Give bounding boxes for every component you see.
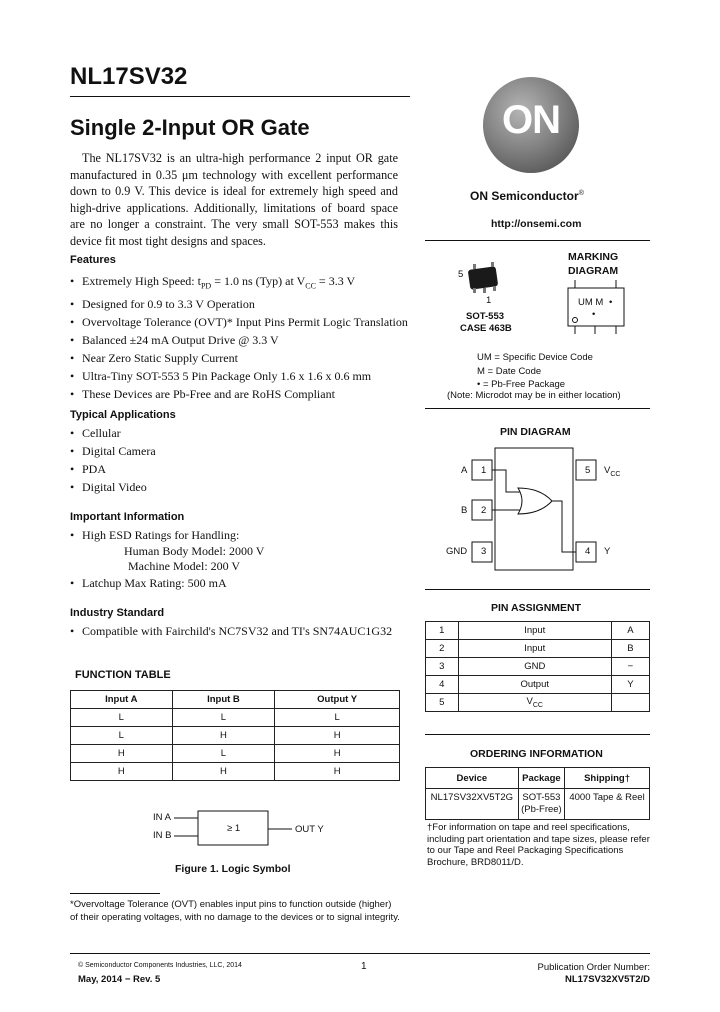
application-item: • Digital Camera [70,444,156,458]
table-cell: H [275,745,400,763]
important-list [70,526,264,592]
document-title: Single 2-Input OR Gate [70,115,310,140]
logo-text: ON [502,98,560,142]
url-rule [425,240,650,241]
feature-item: • Near Zero Static Supply Current [70,351,238,366]
feature-text: Extremely High Speed: $t_{PD} = 1.0$ ns (Typ) at $V_{CC} = 3.3$ V [82,274,356,291]
pin-label-a: A [461,465,468,476]
table-header-row [426,768,650,789]
package-case: CASE 463B [460,323,512,334]
package-cell: SOT-553 (Pb-Free) [518,789,564,820]
table-cell: L [172,709,275,727]
important-subitem: Machine Model: 200 V [128,559,241,573]
pin-diagram-heading: PIN DIAGRAM [500,426,571,438]
package-pin1: 1 [486,295,492,306]
pin-number-2: 2 [481,505,487,516]
intro-paragraph: The NL17SV32 is an ultra-high performance 2 input OR gate manufactured in 0.35 μm technology with excellent performance down to 0.9 V. This device is ideal for extremely high speed and high-drive applications. Additionally, limitations of board space are no longer a constraint. The very small SOT-553 makes this device fit most tight designs and spaces. [70,151,398,248]
pin-label-y: Y [604,546,611,557]
column-header: Package [518,768,564,789]
table-row [71,727,400,745]
pin-5-function: $V_{CC}$ [458,694,611,712]
company-name: ON Semiconductor® [470,189,584,203]
table-cell: H [172,763,275,781]
device-cell: NL17SV32XV5T2G [426,789,519,820]
pin-number-4: 4 [585,546,591,557]
pin-label-gnd: GND [446,546,468,557]
company-url[interactable]: http://onsemi.com [491,218,582,230]
table-row [71,763,400,781]
applications-heading: Typical Applications [70,409,176,421]
application-item: • Cellular [70,426,121,440]
table-cell: H [172,727,275,745]
application-item: • PDA [70,462,107,476]
table-row [71,709,400,727]
table-cell: H [275,727,400,745]
pin-assignment-heading: PIN ASSIGNMENT [491,602,582,614]
ordering-note: †For information on tape and reel specifications, including part orientation and tape sizes, please refer to our Tape and Reel Packaging Specifications Brochure, BRD8011/D. [427,822,650,868]
package-lead [483,288,486,293]
footnote-rule [70,893,160,894]
title-rule [70,96,410,97]
page-number: 1 [361,961,367,972]
table-row [426,789,650,820]
application-item: • Digital Video [70,480,147,494]
important-item: • High ESD Ratings for Handling: [70,528,240,542]
footnote: *Overvoltage Tolerance (OVT) enables input pins to function outside (higher) of their operating voltages, with no damage to the devices or to signal integrity. [70,899,400,923]
publication-label: Publication Order Number: [537,962,650,973]
marking-legend: UM = Specific Device Code M = Date Code • = Pb-Free Package [477,352,593,390]
column-header: Shipping† [565,768,650,789]
publication-number: NL17SV32XV5T2/D [564,974,650,985]
feature-item: • Designed for 0.9 to 3.3 V Operation [70,297,255,312]
marking-code: UM M [578,297,604,308]
table-row: 2 Input B [426,640,650,658]
figure-caption: Figure 1. Logic Symbol [175,863,291,875]
footer-rule [70,953,650,954]
feature-item: • Ultra-Tiny SOT-553 5 Pin Package Only 1.6 x 1.6 x 0.6 mm [70,369,372,384]
part-number: NL17SV32 [70,63,188,90]
pin-number-1: 1 [481,465,487,476]
ordering-table [425,767,650,820]
package-image [465,262,505,294]
table-row: 3 GND − [426,658,650,676]
features-list [70,272,408,403]
package-pin5: 5 [458,269,464,280]
industry-heading: Industry Standard [70,607,165,619]
features-heading: Features [70,254,116,266]
pin-assignment-rule [425,734,650,735]
pin-label-vcc: $V_{CC}$ [604,465,621,478]
function-table-heading: FUNCTION TABLE [75,669,171,681]
table-row [71,745,400,763]
input-a-label: IN A [153,812,171,823]
table-cell: L [275,709,400,727]
industry-item: • Compatible with Fairchild's NC7SV32 and TI's SN74AUC1G32 [70,624,393,638]
table-row: 5 $V_{CC}$ [426,694,650,712]
input-b-label: IN B [153,830,172,841]
marking-note: (Note: Microdot may be in either location) [447,390,621,401]
feature-item: • Overvoltage Tolerance (OVT)* Input Pins Permit Logic Translation [70,315,408,330]
important-item: • Latchup Max Rating: 500 mA [70,576,227,590]
output-label: OUT Y [295,824,324,835]
pin-label-b: B [461,505,468,516]
gate-symbol: ≥ 1 [227,823,241,834]
pin-number-3: 3 [481,546,487,557]
package-lead [473,264,476,269]
feature-item: • These Devices are Pb-Free and are RoHS Compliant [70,387,335,402]
marking-dot-2: • [592,309,596,320]
package-name: SOT-553 [466,311,505,322]
important-heading: Important Information [70,511,185,523]
function-table [70,690,400,781]
table-cell: H [71,763,173,781]
important-subitem: Human Body Model: 2000 V [124,544,265,558]
table-cell: L [71,727,173,745]
shipping-cell: 4000 Tape & Reel [565,789,650,820]
pin-diagram [470,446,600,574]
column-header: Input B [172,691,275,709]
table-cell: H [71,745,173,763]
table-row: 1 Input A [426,622,650,640]
column-header: Output Y [275,691,400,709]
copyright: © Semiconductor Components Industries, LLC, 2014 [78,962,242,969]
table-cell: L [172,745,275,763]
pin-number-5: 5 [585,465,591,476]
revision-date: May, 2014 − Rev. 5 [78,974,161,985]
industry-list [70,622,392,640]
marking-heading: MARKING DIAGRAM [568,251,619,277]
feature-item: • Extremely High Speed: $t_{PD} = 1.0$ ns (Typ) at $V_{CC} = 3.3$ V [70,274,356,291]
package-lead [493,286,496,291]
marking-dot: • [609,297,613,308]
marking-rule [425,408,650,409]
pin-diagram-rule [425,589,650,590]
table-header-row [71,691,400,709]
column-header: Device [426,768,519,789]
package-lead [491,262,494,267]
table-cell: H [275,763,400,781]
column-header: Input A [71,691,173,709]
package-lead [473,288,476,293]
table-cell: L [71,709,173,727]
feature-item: • Balanced ±24 mA Output Drive @ 3.3 V [70,333,279,348]
table-row: 4 Output Y [426,676,650,694]
ordering-heading: ORDERING INFORMATION [470,748,603,760]
pin-assignment-table [425,621,650,712]
applications-list [70,424,156,496]
